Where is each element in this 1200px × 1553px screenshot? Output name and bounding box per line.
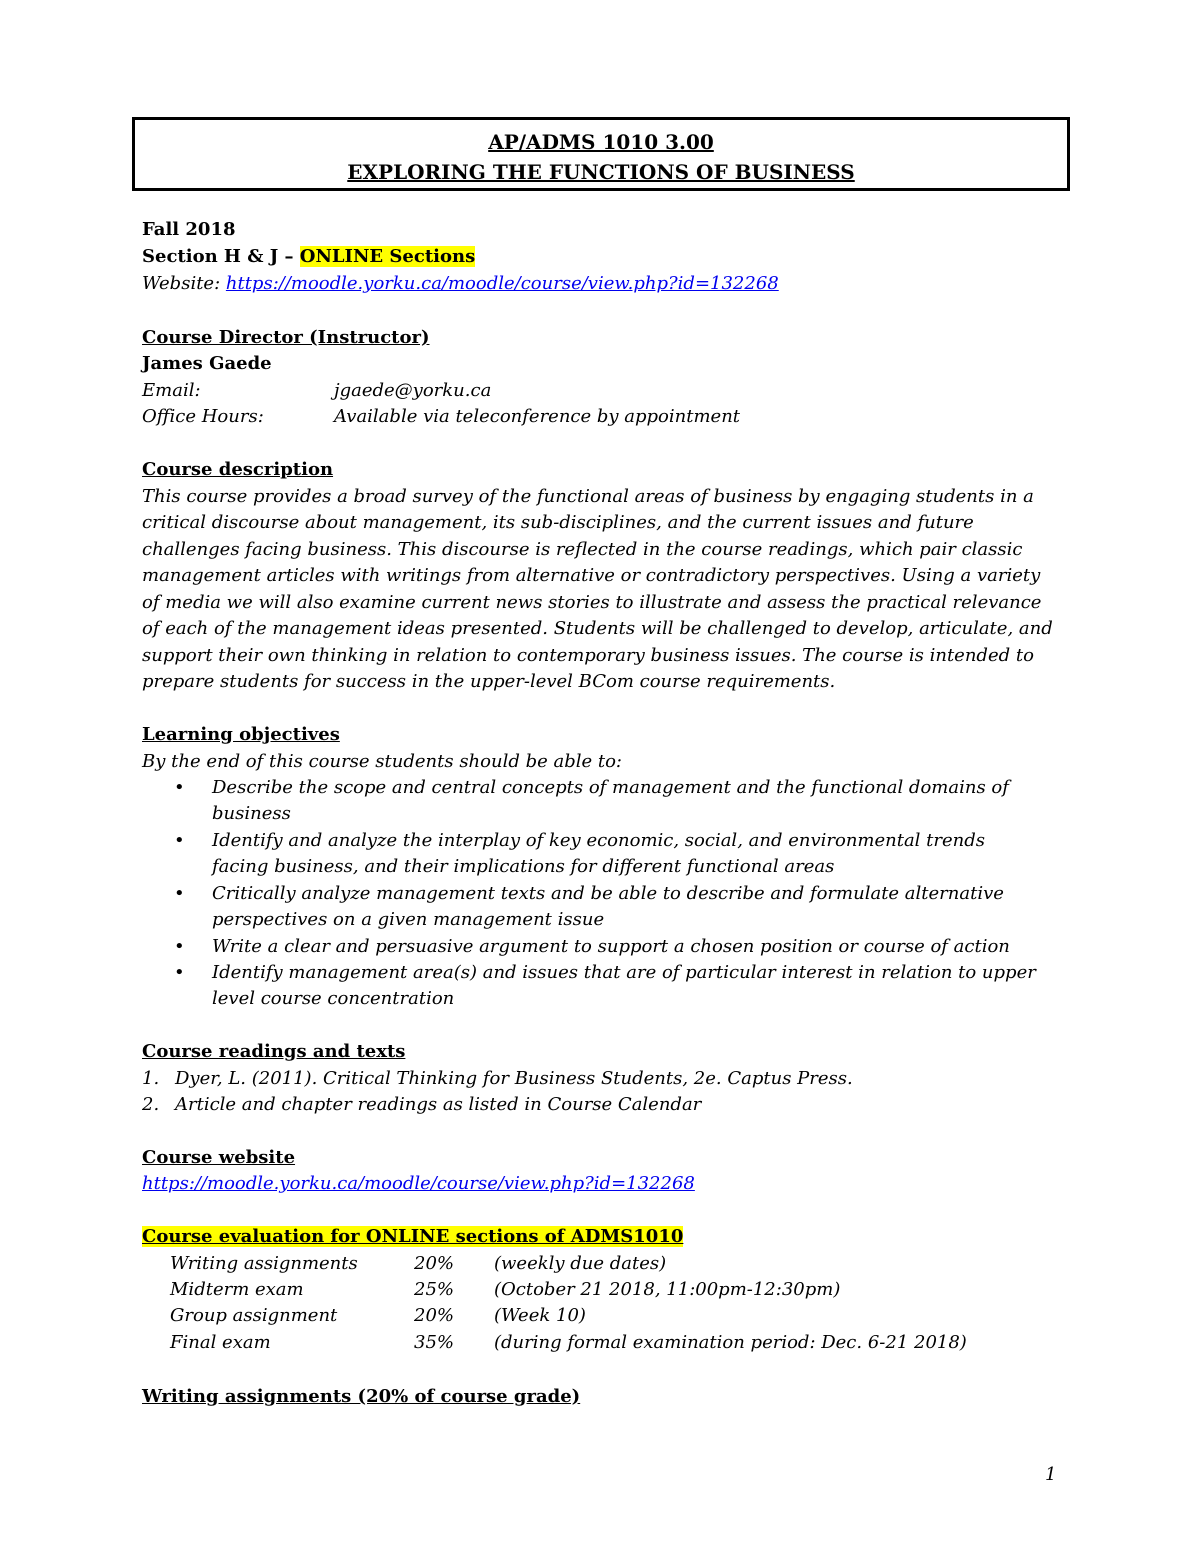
readings-heading: Course readings and texts (142, 1041, 406, 1062)
email-label: Email: (142, 380, 201, 401)
description-heading: Course description (142, 459, 334, 480)
evaluation-note: (during formal examination period: Dec. 6-21 2018) (494, 1332, 967, 1353)
director-heading: Course Director (Instructor) (142, 327, 430, 348)
online-sections-highlight: ONLINE Sections (299, 246, 476, 267)
section-prefix: Section H & J – (142, 246, 300, 267)
email-value: jgaede@yorku.ca (334, 380, 492, 401)
description-line: prepare students for success in the upper-level BCom course requirements. (142, 671, 836, 692)
title-box (132, 117, 1070, 191)
evaluation-weight: 35% (414, 1332, 455, 1353)
website-label: Website: (142, 273, 226, 294)
description-line: support their own thinking in relation to contemporary business issues. The course is intended to (142, 645, 1034, 666)
office-hours-label: Office Hours: (142, 406, 264, 427)
objective-item-cont: perspectives on a given management issue (212, 909, 605, 930)
reading-number: 1. (142, 1068, 160, 1089)
objective-item: Identify management area(s) and issues that are of particular interest in relation to upper (212, 962, 1036, 983)
description-line: management articles with writings from alternative or contradictory perspectives. Using a variety (142, 565, 1041, 586)
evaluation-item: Group assignment (170, 1305, 338, 1326)
course-website-line (142, 1173, 695, 1194)
evaluation-item: Final exam (170, 1332, 271, 1353)
course-code-title: AP/ADMS 1010 3.00 (488, 130, 714, 154)
director-name: James Gaede (142, 353, 272, 374)
bullet-icon: • (174, 777, 185, 798)
evaluation-note: (weekly due dates) (494, 1253, 667, 1274)
bullet-icon: • (174, 936, 185, 957)
reading-number: 2. (142, 1094, 160, 1115)
objective-item: Write a clear and persuasive argument to support a chosen position or course of action (212, 936, 1010, 957)
description-line: challenges facing business. This discourse is reflected in the course readings, which pair classic (142, 539, 1023, 560)
evaluation-heading: Course evaluation for ONLINE sections of ADMS1010 (142, 1226, 684, 1247)
objective-item-cont: business (212, 803, 291, 824)
bullet-icon: • (174, 962, 185, 983)
evaluation-weight: 25% (414, 1279, 455, 1300)
page-number: 1 (1045, 1464, 1057, 1485)
description-line: of media we will also examine current news stories to illustrate and assess the practical relevance (142, 592, 1042, 613)
objective-item: Describe the scope and central concepts of management and the functional domains of (212, 777, 1009, 798)
evaluation-weight: 20% (414, 1305, 455, 1326)
objective-item-cont: level course concentration (212, 988, 455, 1009)
objective-item-cont: facing business, and their implications for different functional areas (212, 856, 835, 877)
bullet-icon: • (174, 883, 185, 904)
evaluation-item: Writing assignments (170, 1253, 358, 1274)
objective-item: Critically analyze management texts and be able to describe and formulate alternative (212, 883, 1004, 904)
objectives-heading: Learning objectives (142, 724, 340, 745)
description-line: This course provides a broad survey of the functional areas of business by engaging students in a (142, 486, 1034, 507)
bullet-icon: • (174, 830, 185, 851)
description-line: of each of the management ideas presented. Students will be challenged to develop, articulate, and (142, 618, 1053, 639)
reading-item: Article and chapter readings as listed in Course Calendar (175, 1094, 702, 1115)
evaluation-item: Midterm exam (170, 1279, 304, 1300)
objective-item: Identify and analyze the interplay of key economic, social, and environmental trends (212, 830, 986, 851)
office-hours-value: Available via teleconference by appointment (334, 406, 741, 427)
website-line (142, 273, 779, 294)
term-label: Fall 2018 (142, 219, 236, 240)
evaluation-note: (October 21 2018, 11:00pm-12:30pm) (494, 1279, 841, 1300)
description-line: critical discourse about management, its sub-disciplines, and the current issues and future (142, 512, 974, 533)
course-website-heading: Course website (142, 1147, 296, 1168)
objectives-intro: By the end of this course students should be able to: (142, 751, 622, 772)
evaluation-weight: 20% (414, 1253, 455, 1274)
course-website-link[interactable]: https://moodle.yorku.ca/moodle/course/view.php?id=132268 (142, 1173, 695, 1194)
course-name-title: EXPLORING THE FUNCTIONS OF BUSINESS (347, 160, 855, 184)
website-link[interactable]: https://moodle.yorku.ca/moodle/course/view.php?id=132268 (225, 273, 779, 294)
writing-assignments-heading: Writing assignments (20% of course grade) (142, 1386, 581, 1407)
evaluation-note: (Week 10) (494, 1305, 586, 1326)
reading-item: Dyer, L. (2011). Critical Thinking for Business Students, 2e. Captus Press. (175, 1068, 853, 1089)
section-line (142, 246, 475, 267)
